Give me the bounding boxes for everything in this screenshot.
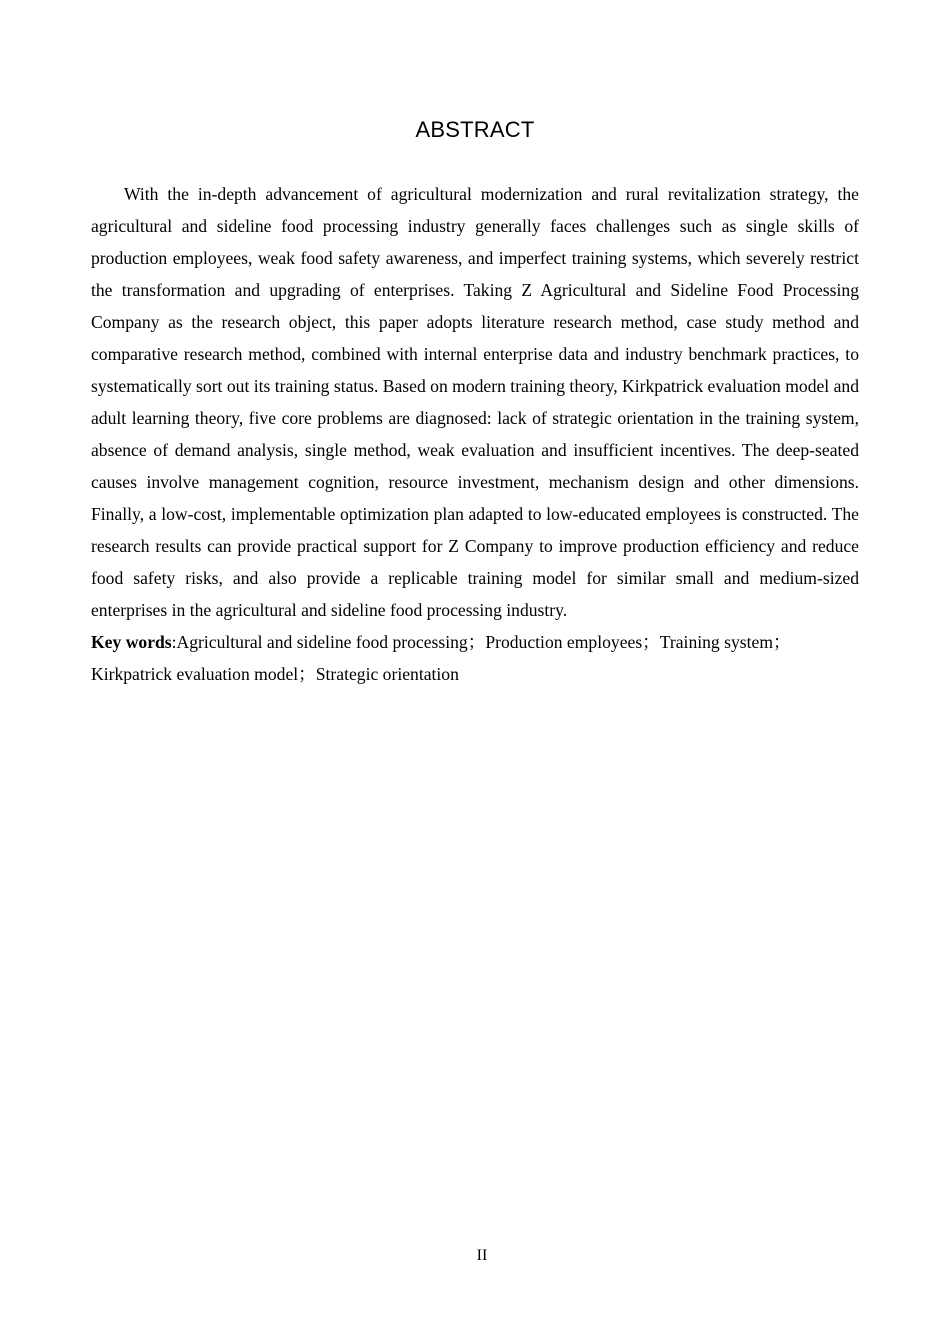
keywords-paragraph — [91, 626, 859, 690]
abstract-title: ABSTRACT — [415, 117, 535, 142]
abstract-body: With the in-depth advancement of agricultural modernization and rural revitalization strategy, the agricultural and sideline food processing industry generally faces challenges such as single skills of production employees, weak food safety awareness, and imperfect training systems, which severely restrict the transformation and upgrading of enterprises. Taking Z Agricultural and Sideline Food Processing Company as the research object, this paper adopts literature research method, case study method and comparative research method, combined with internal enterprise data and industry benchmark practices, to systematically sort out its training status. Based on modern training theory, Kirkpatrick evaluation model and adult learning theory, five core problems are diagnosed: lack of strategic orientation in the training system, absence of demand analysis, single method, weak evaluation and insufficient incentives. The deep-seated causes involve management cognition, resource investment, mechanism design and other dimensions. Finally, a low-cost, implementable optimization plan adapted to low-educated employees is constructed. The research results can provide practical support for Z Company to improve production efficiency and reduce food safety risks, and also provide a replicable training model for similar small and medium-sized enterprises in the agricultural and sideline food processing industry. — [91, 184, 859, 620]
keywords-label: Key words — [91, 632, 172, 652]
page-number: II — [476, 1247, 488, 1264]
abstract-content — [91, 178, 859, 690]
keywords-text: :Agricultural and sideline food processing；Production employees；Training system；Kirkpatrick evaluation model；Strategic orientation — [91, 632, 791, 684]
